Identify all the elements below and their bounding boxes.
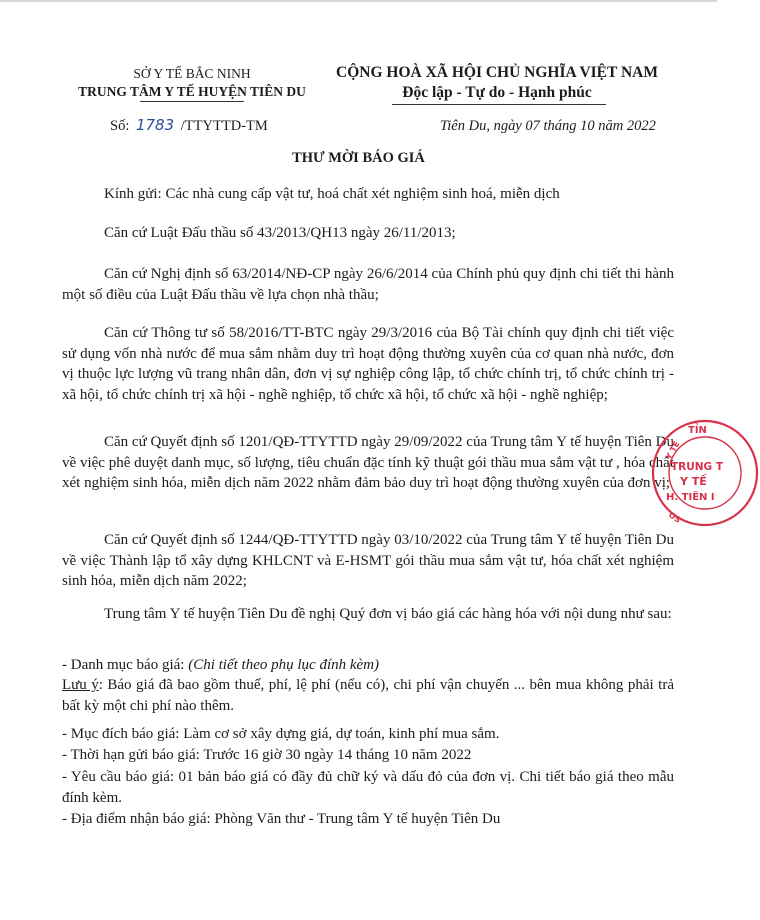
request-paragraph: Trung tâm Y tế huyện Tiên Du đề nghị Quý đơn vị báo giá các hàng hóa với nội dung như sau:	[104, 606, 672, 622]
date-line: Tiên Du, ngày 07 tháng 10 năm 2022	[440, 118, 656, 134]
doc-number-handwritten: 1783	[135, 116, 175, 134]
basis-paragraph-5: Căn cứ Quyết định số 1244/QĐ-TTYTTD ngày 03/10/2022 của Trung tâm Y tế huyện Tiên Du về việc Thành lập tổ xây dựng KHLCNT và E-HSMT gói thầu mua sắm vật tư, hóa chất xét nghiệm sinh hóa, miễn dịch năm 2022;	[62, 532, 674, 589]
deadline-line: - Thời hạn gửi báo giá: Trước 16 giờ 30 ngày 14 tháng 10 năm 2022	[62, 747, 472, 763]
official-stamp	[650, 418, 760, 528]
stamp-line-2: Y TẾ	[680, 475, 707, 488]
catalog-note: (Chi tiết theo phụ lục đính kèm)	[188, 657, 380, 673]
agency-header	[62, 65, 322, 101]
catalog-label: - Danh mục báo giá:	[62, 657, 189, 673]
agency-parent: SỞ Y TẾ BẮC NINH	[133, 66, 251, 81]
requirement-line: - Yêu cầu báo giá: 01 bản báo giá có đầy đủ chữ ký và dấu đỏ của đơn vị. Chi tiết báo giá theo mẫu đính kèm.	[62, 769, 674, 806]
doc-number-suffix: /TTYTTD-TM	[180, 118, 268, 134]
national-header	[322, 63, 672, 103]
agency-underline	[140, 101, 244, 102]
recipient-line: Kính gửi: Các nhà cung cấp vật tư, hoá chất xét nghiệm sinh hoá, miễn dịch	[104, 186, 560, 202]
basis-paragraph-1: Căn cứ Luật Đấu thầu số 43/2013/QH13 ngày 26/11/2013;	[104, 225, 456, 241]
note-line	[62, 675, 674, 716]
basis-paragraph-3: Căn cứ Thông tư số 58/2016/TT-BTC ngày 29/3/2016 của Bộ Tài chính quy định chi tiết việc sử dụng vốn nhà nước để mua sắm nhằm duy trì hoạt động thường xuyên của cơ quan nhà nước, đơn vị thuộc lực lượng vũ trang nhân dân, đơn vị sự nghiệp công lập, tổ chức chính trị, tổ chức chính trị - xã hội, tổ chức chính trị xã hội - nghề nghiệp, tổ chức xã hội, tổ chức xã hội - nghề nghiệp;	[62, 325, 674, 403]
doc-number-prefix: Số:	[110, 118, 130, 134]
nation-title: CỘNG HOÀ XÃ HỘI CHỦ NGHĨA VIỆT NAM	[336, 64, 658, 81]
document-number	[110, 116, 268, 135]
stamp-arc-left: Y TẾ	[663, 439, 682, 461]
stamp-line-3: H. TIÊN I	[666, 492, 715, 503]
document-title: THƯ MỜI BÁO GIÁ	[292, 150, 425, 166]
top-divider	[0, 0, 717, 2]
motto-underline	[392, 104, 606, 105]
note-text: : Báo giá đã bao gồm thuế, phí, lệ phí (nếu có), chi phí vận chuyển ... bên mua không phải trả bất kỳ một chi phí nào thêm.	[62, 677, 674, 714]
basis-paragraph-2: Căn cứ Nghị định số 63/2014/NĐ-CP ngày 26/6/2014 của Chính phủ quy định chi tiết thi hành một số điều của Luật Đấu thầu về lựa chọn nhà thầu;	[62, 266, 674, 303]
national-motto: Độc lập - Tự do - Hạnh phúc	[402, 84, 592, 101]
location-line: - Địa điểm nhận báo giá: Phòng Văn thư - Trung tâm Y tế huyện Tiên Du	[62, 811, 501, 827]
stamp-line-1: TRUNG T	[671, 461, 723, 473]
stamp-arc-bottom: OS	[666, 510, 683, 525]
note-label: Lưu ý	[62, 677, 99, 693]
catalog-line	[62, 655, 674, 676]
agency-name: TRUNG TÂM Y TẾ HUYỆN TIÊN DU	[78, 84, 306, 99]
stamp-arc-top: TỈN	[688, 425, 707, 436]
purpose-line: - Mục đích báo giá: Làm cơ sở xây dựng giá, dự toán, kinh phí mua sắm.	[62, 726, 500, 742]
basis-paragraph-4: Căn cứ Quyết định số 1201/QĐ-TTYTTD ngày 29/09/2022 của Trung tâm Y tế huyện Tiên Du về việc phê duyệt danh mục, số lượng, tiêu chuẩn đặc tính kỹ thuật gói thầu mua sắm vật tư , hóa chất xét nghiệm sinh hóa, miễn dịch năm 2022 nhằm đảm bảo duy trì hoạt động thường xuyên của đơn vị;	[62, 434, 674, 491]
